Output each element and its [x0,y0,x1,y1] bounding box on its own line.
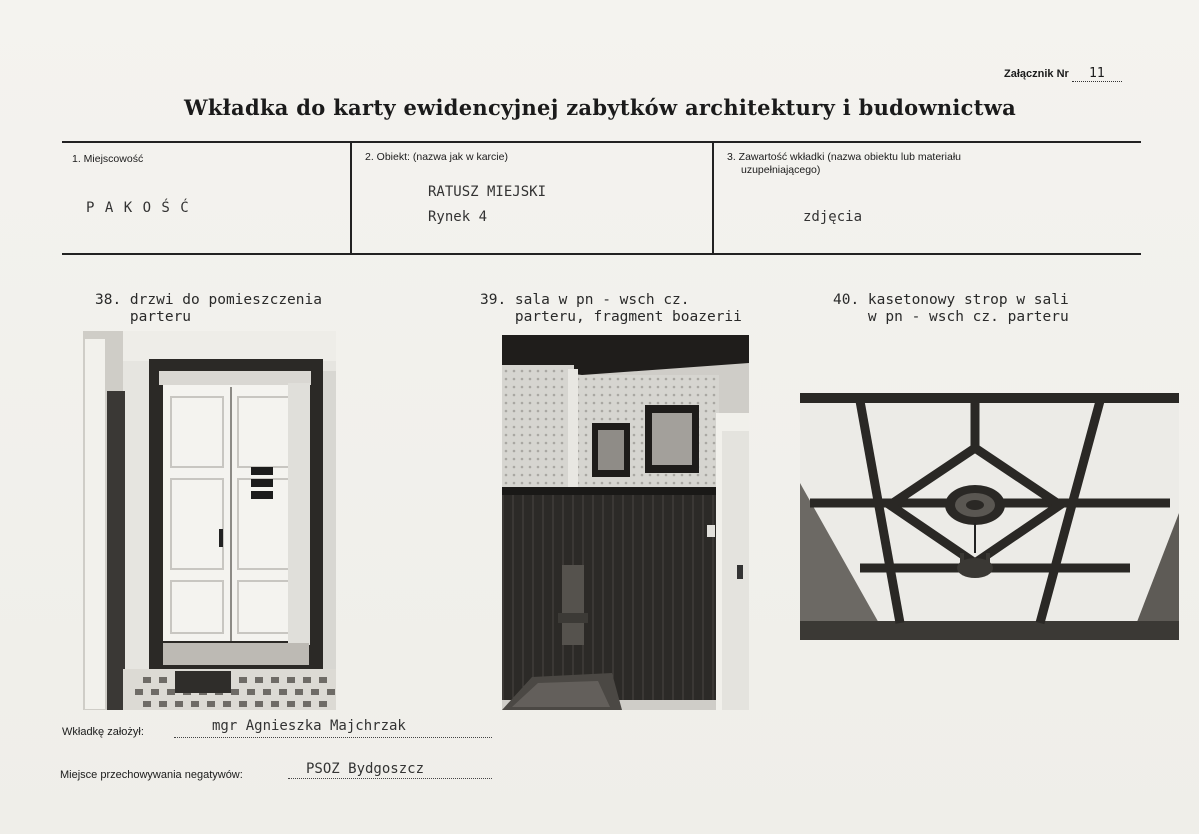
object-label: 2. Obiekt: (nazwa jak w karcie) [365,151,508,163]
photo-38-caption: 38. drzwi do pomieszczenia parteru [95,292,322,325]
photo-39-caption: 39. sala w pn - wsch cz. parteru, fragment boazerii [480,292,742,325]
storage-value: PSOZ Bydgoszcz [306,761,425,777]
author-dotline [174,737,492,738]
table-divider-2 [712,142,714,255]
attachment-number: Załącznik Nr 11 [1004,66,1122,82]
photo-ceiling [800,393,1179,640]
object-name: RATUSZ MIEJSKI [428,184,547,200]
photo-40-caption: 40. kasetonowy strop w sali w pn - wsch cz. parteru [833,292,1069,325]
contents-label: 3. Zawartość wkładki (nazwa obiektu lub materiału uzupełniającego) [727,151,962,176]
photo-wainscot [502,335,749,710]
table-bottom-rule [62,253,1141,255]
attachment-number-value: 11 [1072,66,1122,82]
table-divider-1 [350,142,352,255]
object-address: Rynek 4 [428,209,488,225]
author-label: Wkładkę założył: [62,726,144,738]
locality-label: 1. Miejscowość [72,153,144,165]
table-top-rule [62,141,1141,143]
author-value: mgr Agnieszka Majchrzak [212,718,406,734]
storage-label: Miejsce przechowywania negatywów: [60,769,243,781]
storage-dotline [288,778,492,779]
contents-value: zdjęcia [803,209,863,225]
locality-value: P A K O Ś Ć [86,200,190,216]
page-title: Wkładka do karty ewidencyjnej zabytków architektury i budownictwa [183,95,1017,120]
photo-door [83,331,336,710]
